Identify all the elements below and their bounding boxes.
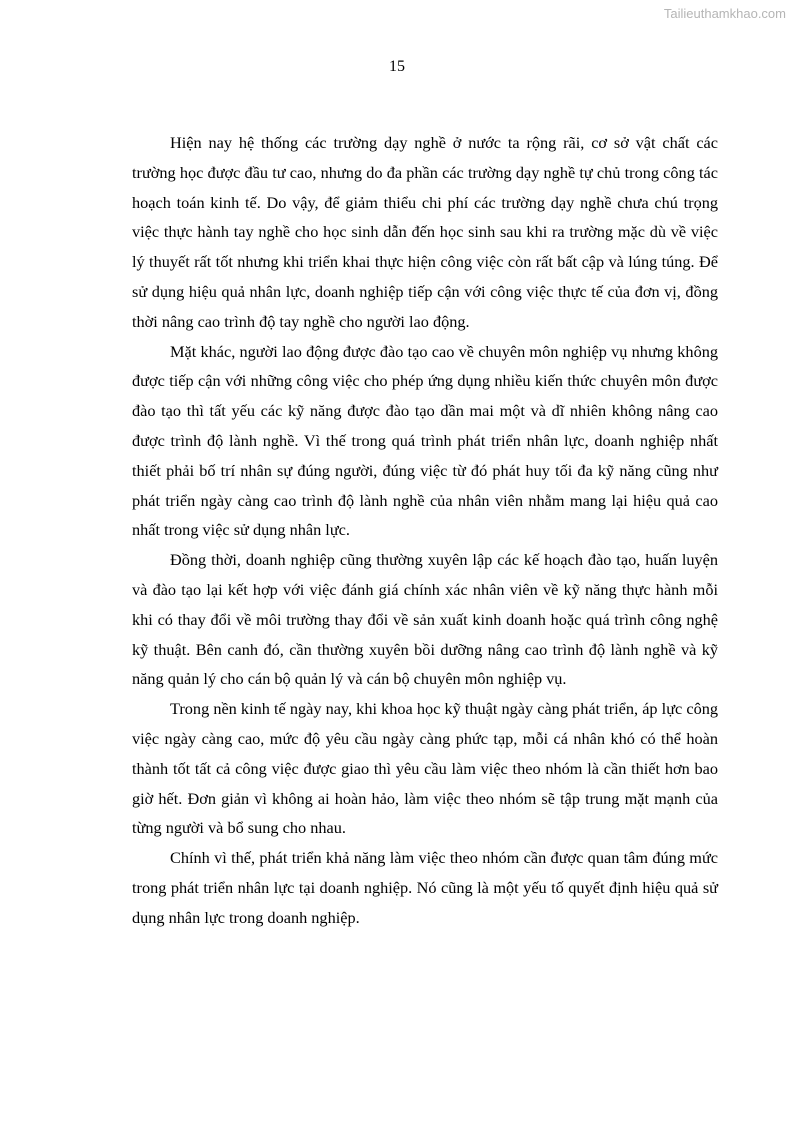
paragraph-3: Đồng thời, doanh nghiệp cũng thường xuyên lập các kế hoạch đào tạo, huấn luyện và đào tạo lại kết hợp với việc đánh giá chính xác nhân viên về kỹ năng thực hành mỗi khi có thay đổi về môi trường thay đổi về sản xuất kinh doanh hoặc quá trình công nghệ kỹ thuật. Bên canh đó, cần thường xuyên bồi dưỡng nâng cao trình độ lành nghề và kỹ năng quản lý cho cán bộ quản lý và cán bộ chuyên môn nghiệp vụ. <box>132 550 718 689</box>
paragraph-4: Trong nền kinh tế ngày nay, khi khoa học kỹ thuật ngày càng phát triển, áp lực công việc ngày càng cao, mức độ yêu cầu ngày càng phức tạp, mỗi cá nhân khó có thể hoàn thành tốt tất cả công việc được giao thì yêu cầu làm việc theo nhóm là cần thiết hơn bao giờ hết. Đơn giản vì không ai hoàn hảo, làm việc theo nhóm sẽ tập trung mặt mạnh của từng người và bổ sung cho nhau. <box>132 699 718 838</box>
document-body <box>132 128 718 933</box>
paragraph-1: Hiện nay hệ thống các trường dạy nghề ở nước ta rộng rãi, cơ sở vật chất các trường học được đầu tư cao, nhưng do đa phần các trường dạy nghề tự chủ trong công tác hoạch toán kinh tế. Do vậy, để giảm thiểu chi phí các trường dạy nghề chưa chú trọng việc thực hành tay nghề cho học sinh dẫn đến học sinh sau khi ra trường mặc dù về việc lý thuyết rất tốt nhưng khi triển khai thực hiện công việc còn rất bất cập và lúng túng. Để sử dụng hiệu quả nhân lực, doanh nghiệp tiếp cận với công việc thực tế của đơn vị, đồng thời nâng cao trình độ tay nghề cho người lao động. <box>132 133 718 331</box>
watermark-text: Tailieuthamkhao.com <box>663 6 786 21</box>
paragraph-2: Mặt khác, người lao động được đào tạo cao về chuyên môn nghiệp vụ nhưng không được tiếp cận với những công việc cho phép ứng dụng nhiều kiến thức chuyên môn được đào tạo thì tất yếu các kỹ năng được đào tạo dần mai một và dĩ nhiên không nâng cao được trình độ lành nghề. Vì thế trong quá trình phát triển nhân lực, doanh nghiệp nhất thiết phải bố trí nhân sự đúng người, đúng việc từ đó phát huy tối đa kỹ năng cũng như phát triển ngày càng cao trình độ lành nghề của nhân viên nhằm mang lại hiệu quả cao nhất trong việc sử dụng nhân lực. <box>132 341 718 540</box>
page-number: 15 <box>389 58 405 75</box>
paragraph-5: Chính vì thế, phát triển khả năng làm việc theo nhóm cần được quan tâm đúng mức trong phát triển nhân lực tại doanh nghiệp. Nó cũng là một yếu tố quyết định hiệu quả sử dụng nhân lực trong doanh nghiệp. <box>132 848 718 927</box>
